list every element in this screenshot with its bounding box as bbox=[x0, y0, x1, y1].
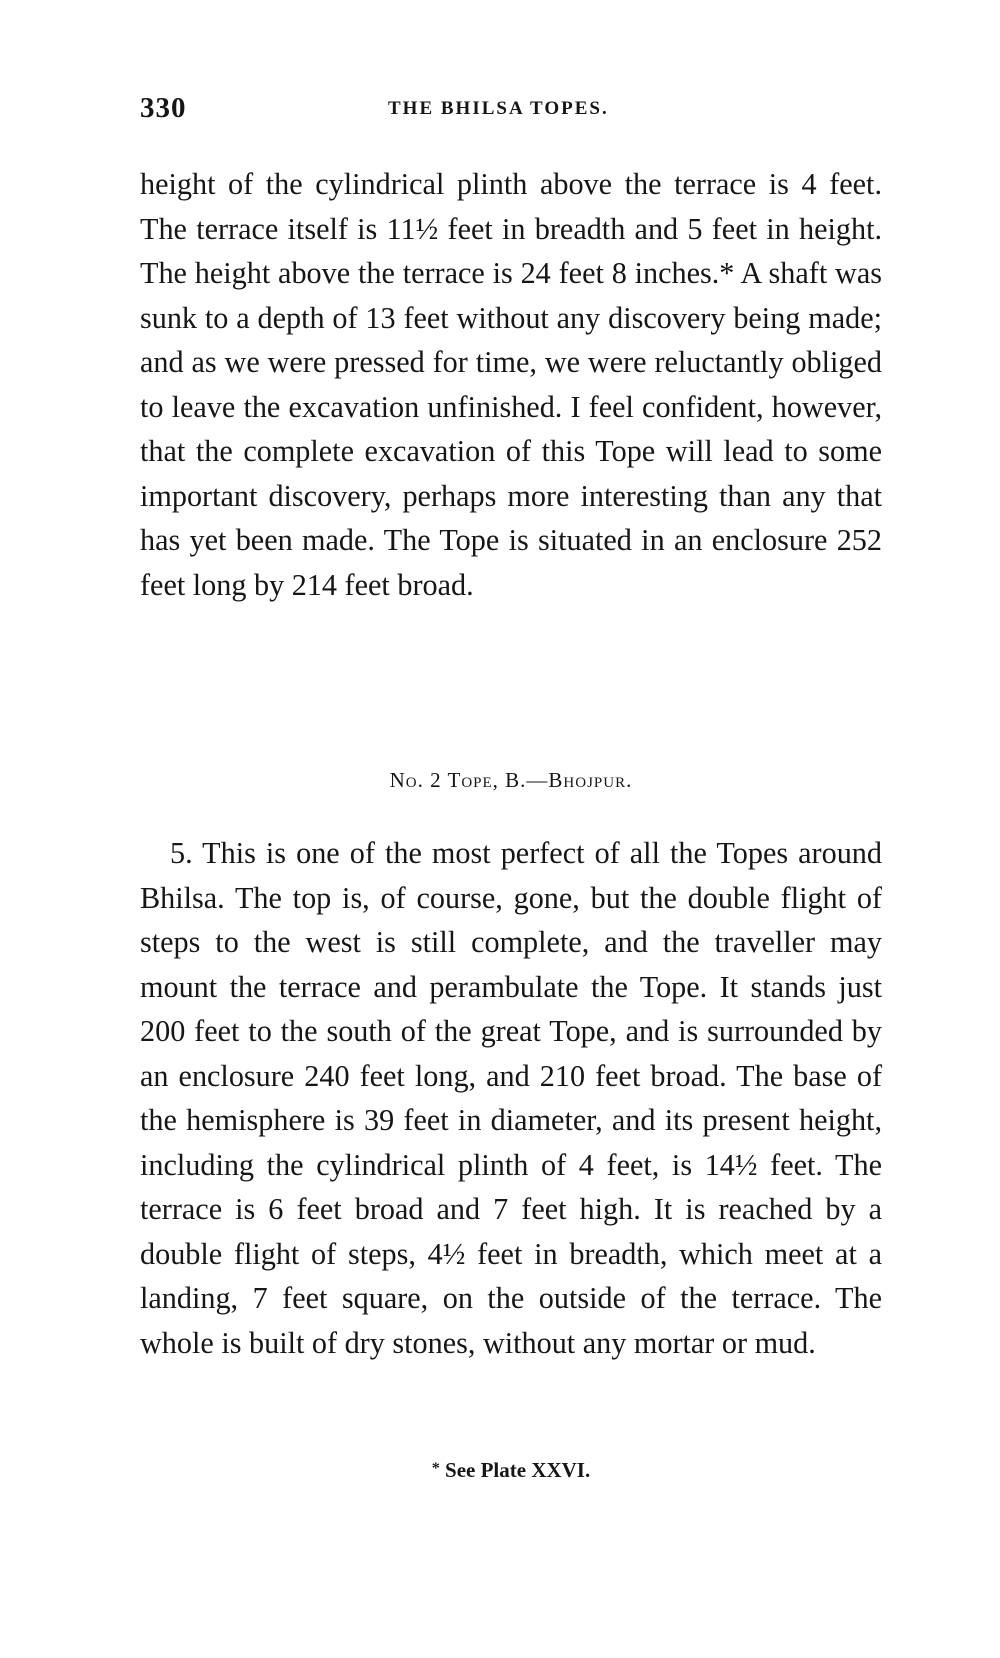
running-title: THE BHILSA TOPES. bbox=[388, 98, 609, 119]
footnote bbox=[140, 1458, 882, 1483]
paragraph-continued: height of the cylindrical plinth above the terrace is 4 feet. The terrace itself is 11½ feet in breadth and 5 feet in height. The height above the terrace is 24 feet 8 inches.* A shaft was sunk to a depth of 13 feet without any discovery being made; and as we were pressed for time, we were reluctantly obliged to leave the excavation unfinished. I feel confident, however, that the complete excavation of this Tope will lead to some important discovery, perhaps more interesting than any that has yet been made. The Tope is situated in an enclosure 252 feet long by 214 feet broad. bbox=[140, 167, 882, 602]
paragraph-section-5: 5. This is one of the most perfect of all the Topes around Bhilsa. The top is, of course, gone, but the double flight of steps to the west is still complete, and the traveller may mount the terrace and perambulate the Tope. It stands just 200 feet to the south of the great Tope, and is surrounded by an enclosure 240 feet long, and 210 feet broad. The base of the hemisphere is 39 feet in diameter, and its present height, including the cylindrical plinth of 4 feet, is 14½ feet. The terrace is 6 feet broad and 7 feet high. It is reached by a double flight of steps, 4½ feet in breadth, which meet at a landing, 7 feet square, on the outside of the terrace. The whole is built of dry stones, without any mortar or mud. bbox=[140, 836, 882, 1360]
running-head bbox=[140, 92, 882, 132]
footnote-text: See Plate XXVI. bbox=[445, 1458, 591, 1482]
page-number: 330 bbox=[140, 92, 187, 124]
footnote-marker: * bbox=[431, 1460, 440, 1477]
section-heading: No. 2 Tope, B.—Bhojpur. bbox=[389, 768, 633, 792]
